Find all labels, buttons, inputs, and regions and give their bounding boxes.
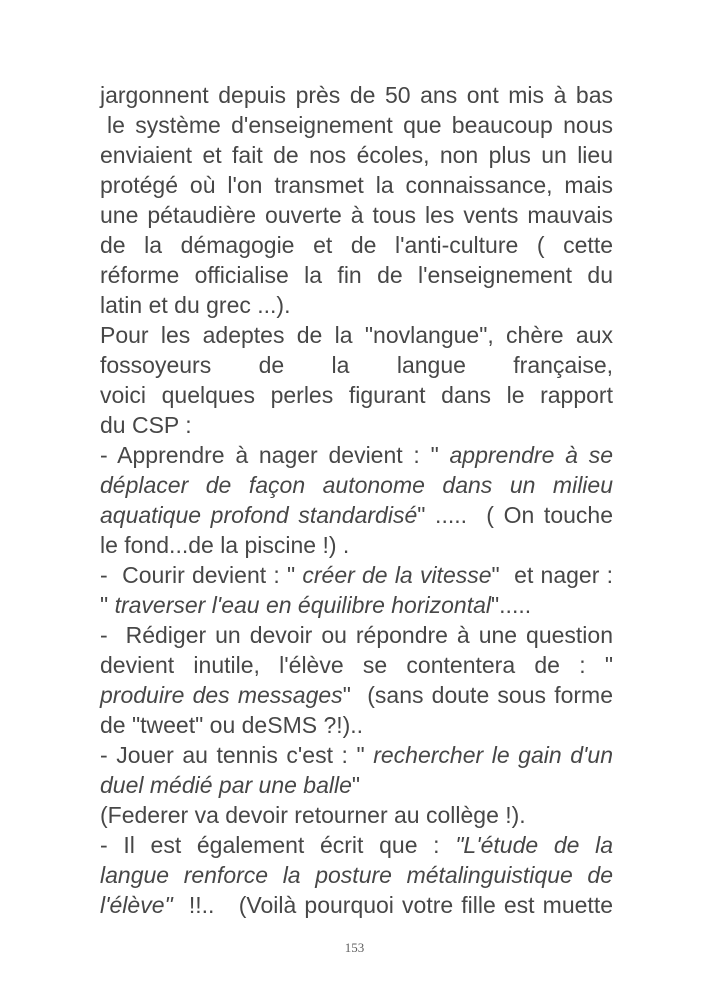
- italic-text-segment: produire des messages: [100, 682, 343, 708]
- text-segment: " (sans doute sous forme: [342, 682, 613, 708]
- text-line: [100, 710, 613, 740]
- text-line: [100, 830, 613, 860]
- text-line: [100, 140, 613, 170]
- text-line: [100, 740, 613, 770]
- text-line: [100, 590, 613, 620]
- text-line: [100, 410, 613, 440]
- text-line: [100, 380, 613, 410]
- text-line: [100, 860, 613, 890]
- text-segment: latin et du grec ...).: [100, 292, 291, 318]
- text-line: [100, 320, 613, 350]
- text-line: [100, 440, 613, 470]
- italic-text-segment: rechercher le gain d'un: [373, 742, 613, 768]
- text-line: [100, 230, 613, 260]
- text-segment: - Rédiger un devoir ou répondre à une question: [100, 622, 613, 648]
- text-segment: - Jouer au tennis c'est : ": [100, 742, 374, 768]
- text-segment: protégé où l'on transmet la connaissance, mais: [100, 172, 613, 198]
- text-line: [100, 350, 613, 380]
- italic-text-segment: traverser l'eau en équilibre horizontal: [114, 592, 491, 618]
- text-segment: - Il est également écrit que :: [100, 832, 456, 858]
- text-segment: Pour les adeptes de la "novlangue", chère aux: [100, 322, 613, 348]
- italic-text-segment: duel médié par une balle: [100, 772, 352, 798]
- text-line: [100, 680, 613, 710]
- text-segment: enviaient et fait de nos écoles, non plus un lieu: [100, 142, 613, 168]
- text-line: [100, 290, 613, 320]
- text-segment: jargonnent depuis près de 50 ans ont mis à bas: [100, 82, 613, 108]
- text-block: [100, 80, 613, 920]
- text-line: [100, 200, 613, 230]
- text-segment: réforme officialise la fin de l'enseignement du: [100, 262, 613, 288]
- text-segment: (Federer va devoir retourner au collège !).: [100, 802, 526, 828]
- text-segment: ": [351, 772, 361, 798]
- page-number: 153: [344, 940, 365, 955]
- text-line: [100, 500, 613, 530]
- text-segment: !!.. (Voilà pourquoi votre fille est muette: [172, 892, 613, 918]
- text-segment: " et nager :: [491, 562, 614, 588]
- italic-text-segment: l'élève": [100, 892, 173, 918]
- text-segment: de la démagogie et de l'anti-culture ( cette: [100, 232, 613, 258]
- text-segment: - Courir devient : ": [100, 562, 303, 588]
- text-line: [100, 530, 613, 560]
- text-segment: voici quelques perles figurant dans le rapport: [100, 382, 613, 408]
- text-line: [100, 620, 613, 650]
- italic-text-segment: déplacer de façon autonome dans un milieu: [100, 472, 613, 498]
- italic-text-segment: "L'étude de la: [455, 832, 614, 858]
- text-segment: ".....: [491, 592, 532, 618]
- text-line: [100, 110, 613, 140]
- text-line: [100, 800, 613, 830]
- italic-text-segment: aquatique profond standardisé: [100, 502, 418, 528]
- text-line: [100, 770, 613, 800]
- italic-text-segment: langue renforce la posture métalinguistique de: [100, 862, 613, 888]
- text-segment: ": [100, 592, 115, 618]
- text-segment: - Apprendre à nager devient : ": [100, 442, 450, 468]
- text-segment: devient inutile, l'élève se contentera de : ": [100, 652, 613, 678]
- text-line: [100, 80, 613, 110]
- italic-text-segment: apprendre à se: [449, 442, 613, 468]
- text-line: [100, 470, 613, 500]
- text-line: [100, 560, 613, 590]
- text-line: [100, 650, 613, 680]
- text-segment: du CSP :: [100, 412, 192, 438]
- text-line: [100, 890, 613, 920]
- text-segment: le fond...de la piscine !) .: [100, 532, 350, 558]
- italic-text-segment: créer de la vitesse: [302, 562, 492, 588]
- text-segment: fossoyeurs de la langue française,: [100, 352, 613, 378]
- text-line: [100, 170, 613, 200]
- text-segment: le système d'enseignement que beaucoup nous: [107, 112, 613, 138]
- text-segment: de "tweet" ou deSMS ?!)..: [100, 712, 364, 738]
- text-line: [100, 260, 613, 290]
- text-segment: " ..... ( On touche: [417, 502, 613, 528]
- text-segment: une pétaudière ouverte à tous les vents mauvais: [100, 202, 613, 228]
